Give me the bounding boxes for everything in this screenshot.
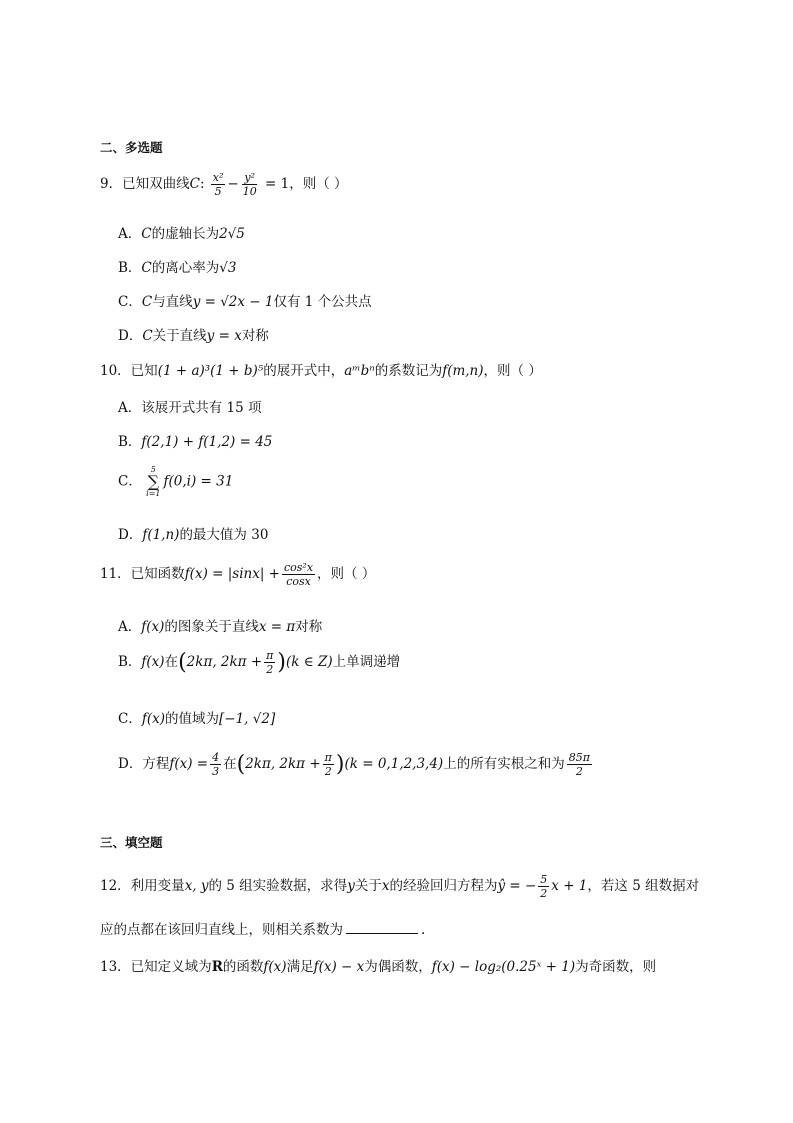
q11-b-cond: (k ∈ Z)	[285, 654, 333, 670]
q11-c-text: 的值域为	[165, 711, 219, 727]
q11-d-fraction	[210, 752, 221, 777]
q12-eq-pre: ŷ = −	[497, 878, 537, 894]
q9-stem-post: ，则（ ）	[289, 176, 348, 192]
q10-d-text: 的最大值为 30	[179, 527, 269, 543]
q13-m3: f(x) − log₂(0.25ˣ + 1)	[431, 959, 576, 975]
q9-a-math: 2√5	[219, 226, 245, 242]
q11-d-frac3-den: 2	[575, 765, 583, 778]
q11-b-text2: 上单调递增	[332, 654, 401, 670]
q12-frac-den: 2	[540, 887, 548, 900]
q10-sum-bottom: i=1	[146, 489, 161, 498]
q9-c-text3: 仅有 1 个公共点	[273, 294, 372, 310]
q12-pre: 12．利用变量	[100, 878, 185, 894]
q12-post: ，若这 5 组数据对	[587, 878, 700, 894]
q10-a-label: A．	[118, 400, 142, 416]
q13-pre: 13．已知定义域为	[100, 959, 212, 975]
q10-stem-math2: aᵐbⁿ	[344, 363, 375, 379]
q9-option-a	[118, 222, 245, 242]
q9-c-math: y = √2x − 1	[192, 294, 274, 310]
q10-c-math: f(0,i) = 31	[163, 473, 234, 490]
question-13-stem	[100, 955, 656, 975]
q10-sum-top: 5	[150, 465, 156, 474]
q11-frac-den: cosx	[286, 575, 311, 588]
q11-b-fraction	[264, 650, 275, 675]
section-heading-multiple-choice: 二、多选题	[100, 140, 163, 155]
q13-m2: f(x) − x	[313, 959, 365, 975]
question-10-stem	[100, 359, 542, 379]
q11-c-label: C．	[118, 711, 142, 727]
q11-c-math: f(x)	[141, 711, 165, 727]
q9-eq: = 1	[265, 176, 290, 192]
q9-option-c	[118, 290, 372, 310]
q9-d-text: 关于直线	[152, 328, 207, 344]
q12-mid3: 的经验回归方程为	[389, 878, 498, 894]
q11-option-a	[118, 615, 322, 635]
q10-b-math: f(2,1) + f(1,2) = 45	[141, 434, 273, 450]
q9-option-d	[118, 324, 269, 344]
q9-minus: −	[227, 176, 239, 192]
q11-d-math: f(x) =	[169, 756, 209, 772]
q10-option-b	[118, 430, 272, 450]
q10-option-a	[118, 396, 262, 416]
question-12-line2	[100, 918, 425, 938]
q11-d-fraction2	[323, 752, 334, 777]
section-heading-fill-in: 三、填空题	[100, 835, 163, 850]
q12-answer-blank[interactable]	[346, 921, 418, 934]
question-12-line1	[100, 874, 699, 899]
q9-d-label: D．	[118, 328, 143, 344]
q11-d-interval: 2kπ, 2kπ +	[245, 756, 321, 772]
q11-d-text2: 在	[223, 756, 237, 772]
q11-d-cond: (k = 0,1,2,3,4)	[344, 756, 444, 772]
q12-line2-text: 应的点都在该回归直线上，则相关系数为	[100, 922, 343, 938]
q11-d-frac3-num: 85π	[568, 751, 590, 764]
q9-frac1-num: x²	[212, 171, 224, 184]
q11-a-math: f(x)	[141, 619, 165, 635]
q11-option-d	[118, 752, 594, 777]
q13-mid: 的函数	[222, 959, 264, 975]
q9-b-math: √3	[219, 260, 237, 276]
q13-post: 为奇函数，则	[575, 959, 657, 975]
q12-fraction	[538, 874, 549, 899]
q10-stem-math: (1 + a)³(1 + b)⁵	[157, 363, 264, 379]
q11-b-label: B．	[118, 654, 142, 670]
q12-mid: 的 5 组实验数据，求得	[208, 878, 348, 894]
q9-b-c: C	[141, 260, 152, 276]
q10-b-label: B．	[118, 434, 142, 450]
q13-mid2: 满足	[286, 959, 314, 975]
q9-c-text: 与直线	[152, 294, 193, 310]
q9-fraction-x	[211, 172, 226, 197]
q10-stem-mid: 的展开式中，	[263, 363, 345, 379]
q9-stem-pre: 9．已知双曲线	[100, 176, 190, 192]
q12-frac-num: 5	[540, 873, 548, 886]
q11-c-range: [−1, √2]	[219, 711, 276, 727]
q12-mid2: 关于	[354, 878, 382, 894]
q9-a-text: 的虚轴长为	[151, 226, 220, 242]
q9-a-c: C	[141, 226, 152, 242]
q11-frac-num: cos²x	[283, 561, 314, 574]
q10-d-label: D．	[118, 527, 143, 543]
q12-x: x	[381, 878, 390, 894]
q10-stem-mid2: 的系数记为	[374, 363, 443, 379]
q11-a-label: A．	[118, 619, 142, 635]
q11-stem-pre: 11．已知函数	[100, 566, 185, 582]
q9-colon: :	[199, 176, 205, 192]
q11-b-text: 在	[164, 654, 179, 670]
q9-c-label: C．	[118, 294, 142, 310]
q9-b-label: B．	[118, 260, 142, 276]
q13-r: R	[211, 959, 223, 975]
q10-d-math: f(1,n)	[142, 527, 180, 543]
q11-a-text2: 对称	[295, 619, 323, 635]
q11-d-lparen: (	[236, 752, 246, 777]
q11-d-text: 方程	[142, 756, 170, 772]
q11-b-lparen: (	[178, 650, 187, 675]
q11-a-math2: x = π	[258, 619, 296, 635]
q12-y: y	[347, 878, 355, 894]
q10-option-d	[118, 523, 268, 543]
q9-d-math: y = x	[206, 328, 242, 344]
q9-d-c: C	[142, 328, 153, 344]
q10-stem-math3: f(m,n)	[442, 363, 484, 379]
q11-d-frac2-den: 2	[324, 765, 332, 778]
q11-b-frac-den: 2	[266, 663, 274, 676]
q11-stem-post: ，则（ ）	[317, 566, 376, 582]
question-9-stem	[100, 172, 348, 197]
question-11-stem	[100, 562, 375, 587]
q11-d-frac-num: 4	[212, 751, 220, 764]
q11-d-fraction3	[567, 752, 592, 777]
q10-sum-sigma: ∑	[147, 472, 160, 491]
q9-frac2-num: y²	[244, 171, 256, 184]
q9-d-text3: 对称	[241, 328, 269, 344]
q10-stem-post: ，则（ ）	[483, 363, 542, 379]
q9-fraction-y	[241, 172, 259, 197]
q9-frac2-den: 10	[242, 185, 257, 198]
q11-a-text: 的图象关于直线	[164, 619, 259, 635]
q11-stem-math: f(x) = |sinx| +	[184, 566, 280, 582]
q12-vars: x, y	[184, 878, 209, 894]
q11-fraction	[282, 562, 315, 587]
q10-a-text: 该展开式共有 15 项	[141, 400, 262, 416]
q11-d-frac-den: 3	[212, 765, 220, 778]
q12-line2-period: .	[421, 922, 426, 938]
q13-mid3: 为偶函数，	[364, 959, 432, 975]
q11-b-frac-num: π	[266, 649, 274, 662]
q12-eq-post: x + 1	[551, 878, 588, 894]
q13-m1: f(x)	[263, 959, 287, 975]
q11-d-text3: 上的所有实根之和为	[443, 756, 565, 772]
q11-b-math: f(x)	[141, 654, 165, 670]
q10-stem-pre: 10．已知	[100, 363, 158, 379]
q9-option-b	[118, 256, 236, 276]
q11-d-label: D．	[118, 756, 143, 772]
q11-option-b	[118, 650, 400, 675]
q11-b-interval: 2kπ, 2kπ +	[186, 654, 263, 670]
q9-frac1-den: 5	[214, 185, 222, 198]
q11-option-c	[118, 707, 275, 727]
q11-d-frac2-num: π	[324, 751, 332, 764]
q10-c-label: C．	[118, 473, 142, 490]
q11-d-rparen: )	[335, 752, 345, 777]
q11-b-rparen: )	[277, 650, 286, 675]
q10-option-c	[118, 466, 233, 498]
q9-curve-name: C	[189, 176, 200, 192]
q9-b-text: 的离心率为	[151, 260, 220, 276]
q10-summation	[146, 466, 160, 498]
q9-c-c: C	[141, 294, 153, 310]
q9-a-label: A．	[118, 226, 142, 242]
